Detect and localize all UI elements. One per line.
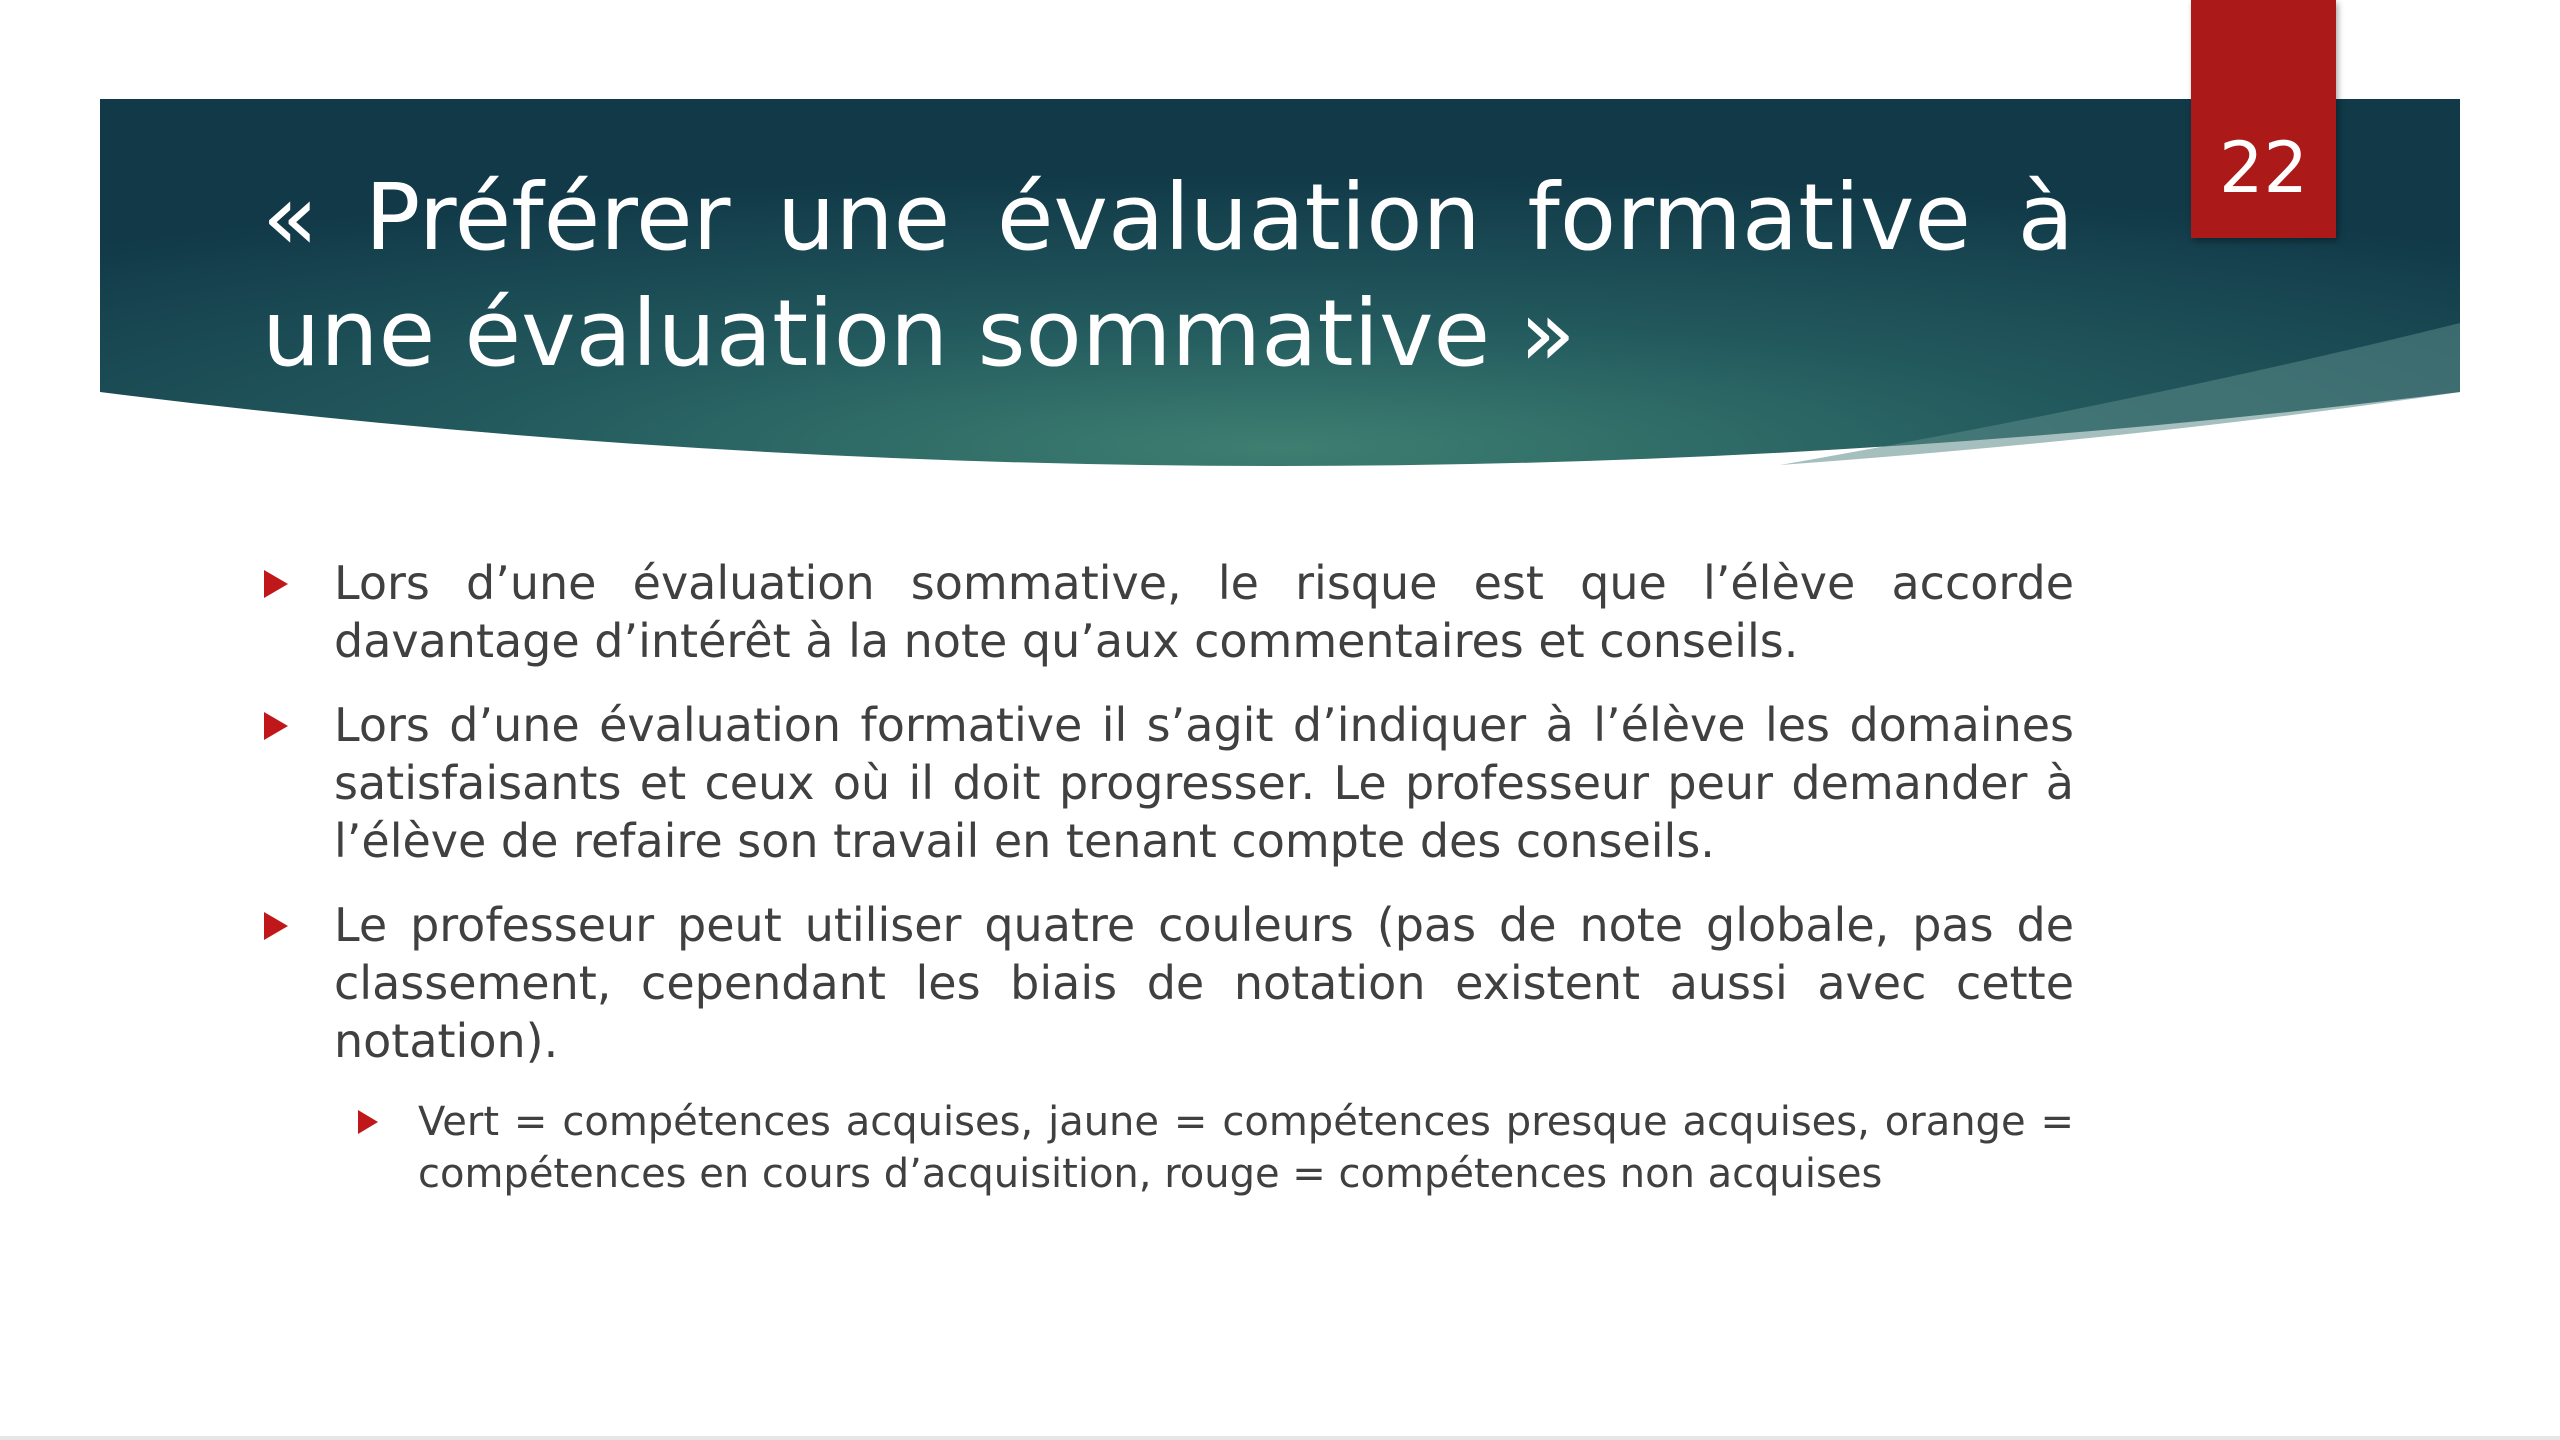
bullet-item [262,896,2074,1070]
slide-number: 22 [2218,127,2309,209]
bullet-arrow-icon [264,712,288,740]
sub-bullet-text: Vert = compétences acquises, jaune = compétences presque acquises, orange = compétences en cours d’acquisition, rouge = compétences non acquises [418,1099,2074,1197]
bullet-item [262,554,2074,670]
bullet-text: Lors d’une évaluation formative il s’agit d’indiquer à l’élève les domaines satisfaisants et ceux où il doit progresser. Le professeur peur demander à l’élève de refaire son travail en tenant compte des conseils. [334,698,2074,868]
bullet-arrow-icon [264,912,288,940]
bullet-item [262,696,2074,870]
bullet-list [262,554,2074,1200]
bullet-text: Le professeur peut utiliser quatre couleurs (pas de note globale, pas de classement, cependant les biais de notation existent aussi avec cette notation). [334,898,2074,1068]
slide-title-line-1: « Préférer une évaluation formative à [262,164,2074,271]
sub-bullet-item [358,1096,2074,1200]
bottom-divider [0,1436,2560,1440]
slide-title-line-2: une évaluation sommative » [262,280,1576,387]
slide-title [262,160,2074,392]
slide-number-badge [2191,0,2336,238]
bullet-arrow-icon [264,570,288,598]
bullet-text: Lors d’une évaluation sommative, le risque est que l’élève accorde davantage d’intérêt à la note qu’aux commentaires et conseils. [334,556,2074,668]
sub-bullet-arrow-icon [358,1110,378,1134]
